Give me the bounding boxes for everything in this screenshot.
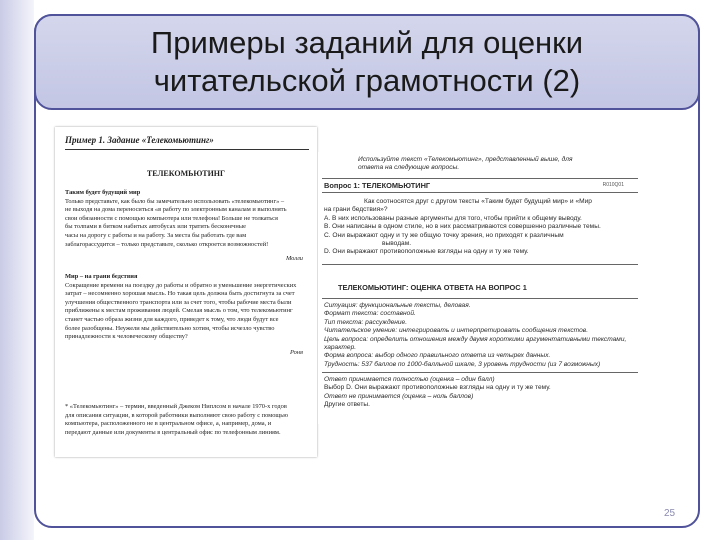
page1-block1-line: бы толпами в битком набитых автобусах или тратить бесконечные: [65, 223, 246, 231]
page1-footnote-line: компьютера, расположенного не в центральном офисе, а, например, дома, и: [65, 420, 272, 428]
slide-title: [151, 24, 583, 100]
page2-question-code: R010Q01: [602, 182, 624, 188]
page1-subheading: ТЕЛЕКОМЬЮТИНГ: [146, 169, 226, 178]
page2-option-c: C. Они выражают одну и ту же общую точку зрения, но приходят к различным: [324, 231, 564, 239]
page2-scoring-line: Другие ответы.: [324, 401, 370, 409]
page2-answer-body: [324, 302, 638, 369]
page2-answer-line: Форма вопроса: выбор одного правильного ответа из четырех данных.: [324, 352, 551, 360]
page1-block1-line: заблагорассудится – только представьте, сколько откроется возможностей!: [65, 240, 269, 248]
page1-block1: [65, 189, 309, 249]
page1-footnote: [65, 403, 309, 437]
page2-intro-line: Используйте текст «Телекомьютинг», представленный выше, для: [358, 156, 573, 163]
scan-page-text: [55, 127, 317, 457]
page2-rule-5: [322, 372, 638, 373]
page1-block2-line: Мир – на грани бедствия: [65, 273, 138, 280]
page2-question-line: на грани бедствия»?: [324, 206, 388, 214]
page1-signature-2: Роня: [289, 349, 303, 356]
page1-heading: Пример 1. Задание «Телекомьютинг»: [65, 135, 214, 145]
page2-option-b: B. Они написаны в одном стиле, но в них рассматриваются совершенно различные темы.: [324, 223, 601, 231]
page1-block1-line: Только представьте, как было бы замечательно использовать «телекомьютинг» –: [65, 197, 285, 205]
page1-block1-line: часы на дорогу с работы и на работу. За места бы работать где вам: [65, 231, 247, 239]
title-box: [34, 14, 700, 110]
page2-scoring: [324, 376, 638, 410]
page1-block2-line: принадлежности к человеческому обществу?: [65, 333, 188, 341]
page2-answer-line: Цель вопроса: определить отношения между двумя короткими аргументативными текстами,: [324, 335, 627, 343]
page1-block1-line: свои обязанности с помощью компьютера или телефона! Больше не толкаться: [65, 214, 278, 222]
page1-block2-line: Сокращение времени на поездку до работы и обратно и уменьшение энергетических: [65, 281, 297, 289]
page2-option-d: D. Они выражают противоположные взгляды на одну и ту же тему.: [324, 248, 529, 256]
page2-answer-line: Тип текста: рассуждение.: [324, 318, 408, 326]
page1-block2-line: улучшения общественного транспорта или за счет того, чтобы рабочие места были: [65, 298, 292, 306]
page2-rule-4: [322, 298, 638, 299]
page2-rule-1: [322, 178, 638, 179]
page2-intro-line: ответа на следующие вопросы.: [358, 164, 460, 172]
page2-question-title: Вопрос 1: ТЕЛЕКОМЬЮТИНГ: [324, 181, 431, 190]
page2-answer-line: Трудность: 537 баллов по 1000-балльной шкале, 3 уровень трудности (из 7 возможных): [324, 360, 601, 368]
page2-rule-2: [322, 192, 638, 193]
left-decor-strip: [0, 0, 34, 540]
page1-block2-line: более разобщены. Неужели мы действительно хотим, чтобы исчезло чувство: [65, 324, 275, 332]
page1-footnote-line: передают данные или документы в центральный офис по телефонным линиям.: [65, 428, 281, 436]
page2-answer-line: Читательское умение: интегрировать и интерпретировать сообщения текстов.: [324, 327, 589, 335]
page2-scoring-line: Ответ не принимается (оценка – ноль баллов): [324, 392, 474, 400]
page2-intro: [358, 156, 638, 173]
page2-question-line: Как соотносятся друг с другом тексты «Таким будет будущий мир» и «Мир: [364, 198, 592, 205]
page2-answer-line: характер.: [324, 344, 357, 352]
title-line-2: читательской грамотности (2): [153, 63, 581, 98]
page2-answer-title: ТЕЛЕКОМЬЮТИНГ: ОЦЕНКА ОТВЕТА НА ВОПРОС 1: [338, 283, 527, 292]
page1-block1-line: Таким будет будущий мир: [65, 189, 141, 196]
page1-footnote-line: * «Телекомьютинг» – термин, введенный Джеком Ниплсом в начале 1970-х годов: [65, 403, 287, 410]
page1-block2: [65, 273, 309, 342]
page2-scoring-line: Ответ принимается полностью (оценка – один балл): [324, 376, 495, 383]
page2-option-a: A. В них использованы разные аргументы для того, чтобы прийти к общему выводу.: [324, 214, 582, 222]
page2-question-body: [324, 198, 638, 257]
page1-block2-line: станет частью образа жизни для каждого, приведет к тому, что люди будут все: [65, 315, 279, 323]
page2-answer-line: Формат текста: составной.: [324, 310, 416, 318]
page2-option-c-cont: выводам.: [382, 240, 412, 248]
page2-scoring-line: Выбор D. Они выражают противоположные взгляды на одну и ту же тему.: [324, 384, 551, 392]
page1-block2-line: затрат – несомненно хорошая мысль. Но такая цель должна быть достигнута за счет: [65, 290, 295, 298]
page1-block2-line: приближены к местам проживания людей. Смелая мысль о том, что телекомьютинг: [65, 307, 293, 315]
scan-page-questions: [318, 152, 648, 424]
page2-answer-line: Ситуация: функциональные тексты, деловая.: [324, 302, 471, 309]
page1-signature-1: Молли: [285, 255, 303, 262]
title-line-1: Примеры заданий для оценки: [150, 25, 584, 60]
page1-rule: [65, 149, 309, 150]
page2-rule-3: [322, 264, 638, 265]
page1-footnote-line: для описания ситуации, в которой работники выполняют свою работу с помощью: [65, 411, 288, 419]
page-number: 25: [664, 508, 676, 519]
page1-block1-line: не выходя на дома переноситься «в работу по электронным каналам и выполнять: [65, 206, 287, 214]
